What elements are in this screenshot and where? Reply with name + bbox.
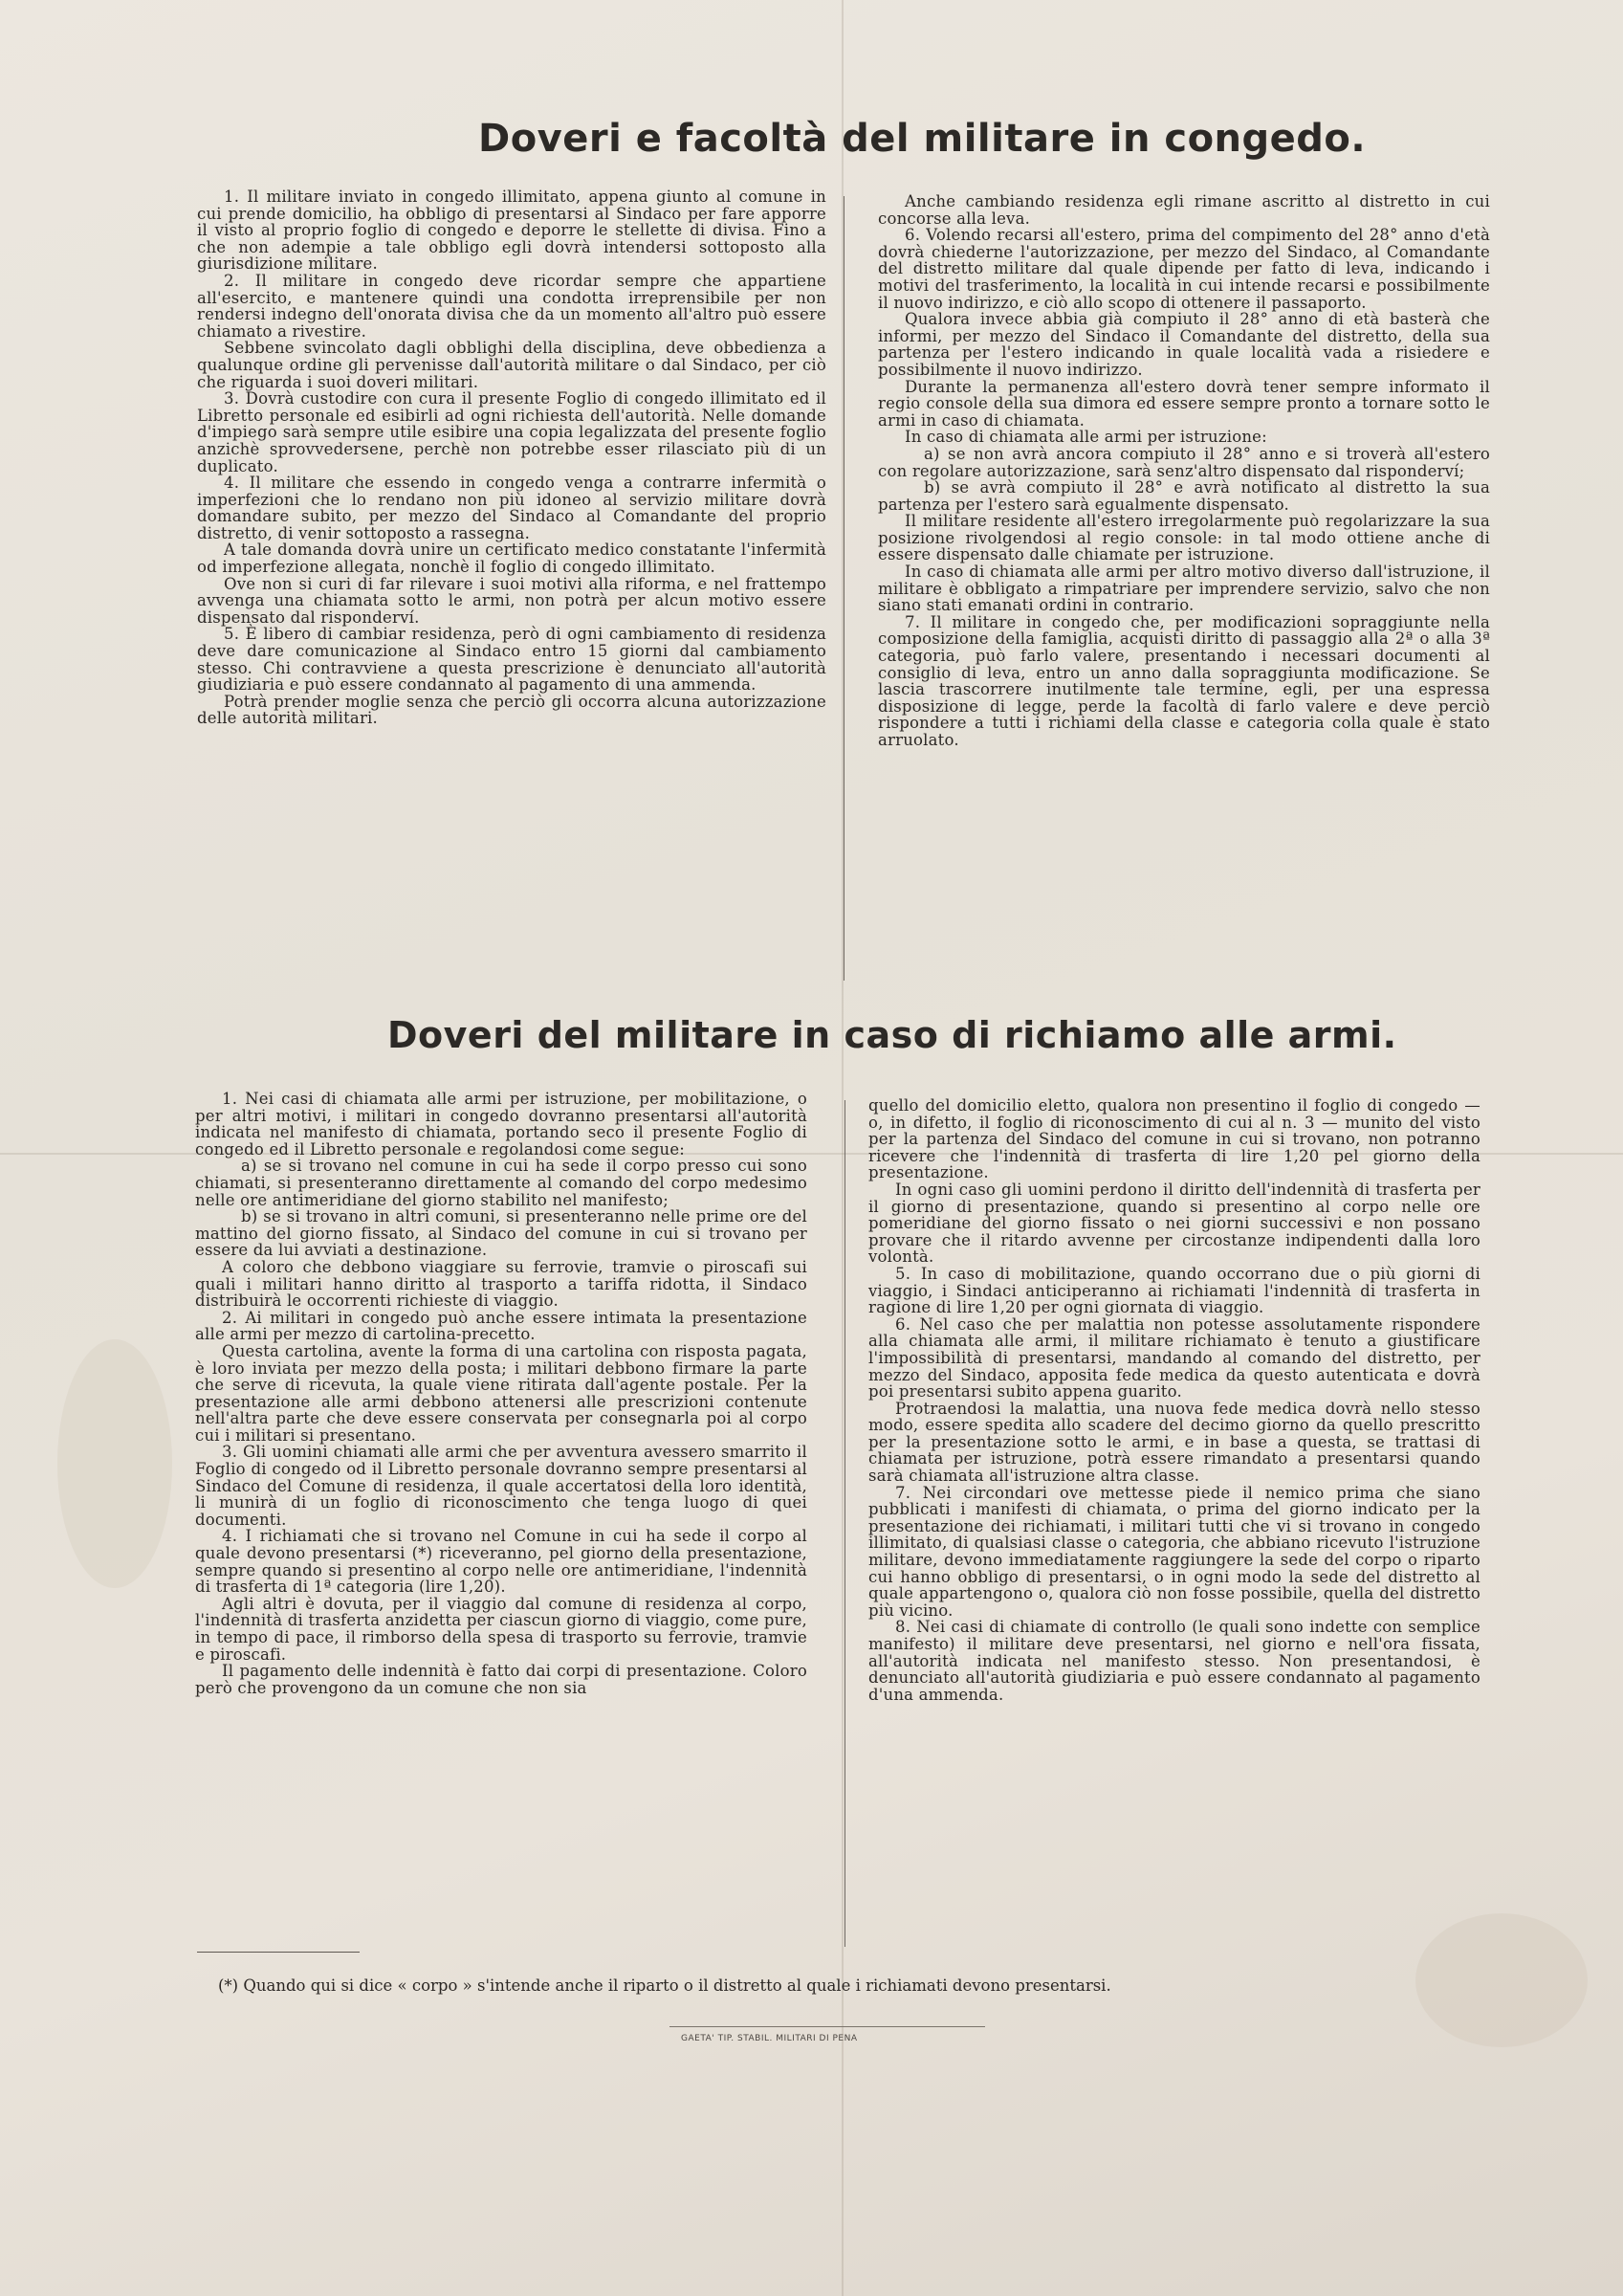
paragraph: 2. Il militare in congedo deve ricordar sempre che appartiene all'esercito, e mantenere quindi una condotta irreprensibile per non rendersi indegno dell'onorata divisa che da un momento all'altro può essere chiamato a rivestire.	[197, 271, 826, 341]
paragraph: 4. I richiamati che si trovano nel Comune in cui ha sede il corpo al quale devono presentarsi (*) riceveranno, pel giorno della presentazione, sempre quando si presentino al corpo nelle ore antimeridiane, l'indennità di trasferta di 1ª categoria (lire 1,20).	[195, 1527, 807, 1597]
paragraph: 5. In caso di mobilitazione, quando occorrano due o più giorni di viaggio, i Sindaci anticiperanno ai richiamati l'indennità di trasferta in ragione di lire 1,20 per ogni giornata di viaggio.	[868, 1264, 1480, 1317]
paragraph: 4. Il militare che essendo in congedo venga a contrarre infermità o imperfezioni che lo rendano non più idoneo al servizio militare dovrà domandare subito, per mezzo del Sindaco al Comandante del proprio distretto, di venir sottoposto a rassegna.	[197, 474, 826, 542]
paragraph: 3. Gli uomini chiamati alle armi che per avventura avessero smarrito il Foglio di congedo od il Libretto personale dovranno sempre presentarsi al Sindaco del Comune di residenza, il quale accertatosi della loro identità, li munirà di un foglio di riconoscimento che tenga luogo di quei documenti.	[195, 1443, 807, 1529]
paragraph: b) se si trovano in altri comuni, si presenteranno nelle prime ore del mattino del giorno fissato, al Sindaco del comune in cui si trovano per essere da lui avviati a destinazione.	[195, 1207, 807, 1260]
paragraph: 6. Volendo recarsi all'estero, prima del compimento del 28° anno d'età dovrà chiederne l'autorizzazione, per mezzo del Sindaco, al Comandante del distretto militare dal quale dipende per fatto di leva, indicando i motivi del trasferimento, la località in cui intende recarsi e possibilmente il nuovo indirizzo, e ciò allo scopo di ottenere il passaporto.	[878, 226, 1490, 312]
paragraph: Durante la permanenza all'estero dovrà tener sempre informato il regio console della sua dimora ed essere sempre pronto a tornare sotto le armi in caso di chiamata.	[878, 377, 1490, 430]
section1-title: Doveri e facoltà del militare in congedo.	[478, 117, 1367, 161]
footnote-rule	[197, 1952, 360, 1953]
section1-left-column	[197, 188, 826, 727]
paragraph: Sebbene svincolato dagli obblighi della disciplina, deve obbedienza a qualunque ordine gli pervenisse dall'autorità militare o dal Sindaco, per ciò che riguarda i suoi doveri militari.	[197, 339, 826, 391]
section2-right-column	[868, 1097, 1480, 1703]
paragraph: A coloro che debbono viaggiare su ferrovie, tramvie o piroscafi sui quali i militari hanno diritto al trasporto a tariffa ridotta, il Sindaco distribuirà le occorrenti richieste di viaggio.	[195, 1257, 807, 1311]
paragraph: a) se si trovano nel comune in cui ha sede il corpo presso cui sono chiamati, si presenteranno direttamente al comando del corpo medesimo nelle ore antimeridiane del giorno stabilito nel manifesto;	[195, 1157, 807, 1209]
paragraph: Qualora invece abbia già compiuto il 28° anno di età basterà che informi, per mezzo del Sindaco il Comandante del distretto, della sua partenza per l'estero indicando in quale località vada a risiedere e possibilmente il nuovo indirizzo.	[878, 310, 1490, 379]
paragraph: 3. Dovrà custodire con cura il presente Foglio di congedo illimitato ed il Libretto personale ed esibirli ad ogni richiesta dell'autorità. Nelle domande d'impiego sarà sempre utile esibire una copia legalizzata del presente foglio anzichè sprovvedersene, perchè non potrebbe esser rilasciato più di un duplicato.	[197, 389, 826, 475]
paragraph: Anche cambiando residenza egli rimane ascritto al distretto in cui concorse alla leva.	[878, 192, 1490, 228]
paper-stain	[57, 1339, 172, 1588]
paragraph: 1. Il militare inviato in congedo illimitato, appena giunto al comune in cui prende domicilio, ha obbligo di presentarsi al Sindaco per fare apporre il visto al proprio foglio di congedo e deporre le stellette di divisa. Fino a che non adempie a tale obbligo egli dovrà intendersi sottoposto alla giurisdizione militare.	[197, 188, 826, 274]
paragraph: A tale domanda dovrà unire un certificato medico constatante l'infermità od imperfezione allegata, nonchè il foglio di congedo illimitato.	[197, 541, 826, 577]
paragraph: 2. Ai militari in congedo può anche essere intimata la presentazione alle armi per mezzo di cartolina-precetto.	[195, 1308, 807, 1344]
paragraph: Ove non si curi di far rilevare i suoi motivi alla riforma, e nel frattempo avvenga una chiamata sotto le armi, non potrà per alcun motivo essere dispensato dal risponderví.	[197, 574, 826, 627]
paragraph: 1. Nei casi di chiamata alle armi per istruzione, per mobilitazione, o per altri motivi, i militari in congedo dovranno presentarsi all'autorità indicata nel manifesto di chiamata, portando seco il presente Foglio di congedo ed il Libretto personale e regolandosi come segue:	[195, 1090, 807, 1159]
paragraph: Potrà prender moglie senza che perciò gli occorra alcuna autorizzazione delle autorità militari.	[197, 692, 826, 728]
printer-imprint: GAETA' TIP. STABIL. MILITARI DI PENA	[681, 2034, 858, 2043]
printer-rule	[669, 2026, 985, 2027]
paragraph: Il pagamento delle indennità è fatto dai corpi di presentazione. Coloro però che provengono da un comune che non sia	[195, 1662, 807, 1697]
paragraph: 5. È libero di cambiar residenza, però di ogni cambiamento di residenza deve dare comunicazione al Sindaco entro 15 giorni dal cambiamento stesso. Chi contravviene a questa prescrizione è denunciato all'autorità giudiziaria e può essere condannato al pagamento di una ammenda.	[197, 625, 826, 695]
paragraph: 7. Nei circondari ove mettesse piede il nemico prima che siano pubblicati i manifesti di chiamata, o prima del giorno indicato per la presentazione dei richiamati, i militari tutti che vi si trovano in congedo illimitato, di qualsiasi classe o categoria, che abbiano ricevuto l'istruzione militare, devono immediatamente raggiungere la sede del corpo o riparto cui hanno obbligo di presentarsi, o in ogni modo la sede del distretto al quale appartengono o, qualora ciò non fosse possibile, quella del distretto più vicino.	[868, 1483, 1480, 1620]
paragraph: Questa cartolina, avente la forma di una cartolina con risposta pagata, è loro inviata per mezzo della posta; i militari debbono firmare la parte che serve di ricevuta, la quale viene ritirata dall'agente postale. Per la presentazione alle armi debbono attenersi alle prescrizioni contenute nell'altra parte che deve essere conservata per consegnarla poi al corpo cui i militari si presentano.	[195, 1341, 807, 1445]
paragraph: a) se non avrà ancora compiuto il 28° anno e si troverà all'estero con regolare autorizzazione, sarà senz'altro dispensato dal risponderví;	[878, 444, 1490, 480]
paragraph: Il militare residente all'estero irregolarmente può regolarizzare la sua posizione rivolgendosi al regio console: in tal modo ottiene anche di essere dispensato dalle chiamate per istruzione.	[878, 512, 1490, 564]
paragraph: Protraendosi la malattia, una nuova fede medica dovrà nello stesso modo, essere spedita allo scadere del decimo giorno da quello prescritto per la presentazione sotto le armi, e in base a questa, se trattasi di chiamata per istruzione, potrà essere rimandato a presentarsi quando sarà chiamata all'istruzione altra classe.	[868, 1399, 1480, 1486]
paragraph: Agli altri è dovuta, per il viaggio dal comune di residenza al corpo, l'indennità di trasferta anzidetta per ciascun giorno di viaggio, come pure, in tempo di pace, il rimborso della spesa di trasporto su ferrovie, tramvie e piroscafi.	[195, 1594, 807, 1664]
paragraph: b) se avrà compiuto il 28° e avrà notificato al distretto la sua partenza per l'estero sarà egualmente dispensato.	[878, 478, 1490, 514]
section1-right-column	[878, 193, 1490, 749]
paragraph: 8. Nei casi di chiamate di controllo (le quali sono indette con semplice manifesto) il militare deve presentarsi, nel giorno e nell'ora fissata, all'autorità indicata nel manifesto stesso. Non presentandosi, è denunciato all'autorità giudiziaria e può essere condannato al pagamento d'una ammenda.	[868, 1618, 1480, 1704]
paragraph: In caso di chiamata alle armi per altro motivo diverso dall'istruzione, il militare è obbligato a rimpatriare per imprendere servizio, salvo che non siano stati emanati ordini in contrario.	[878, 563, 1490, 615]
paragraph: 7. Il militare in congedo che, per modificazioni sopraggiunte nella composizione della famiglia, acquisti diritto di passaggio alla 2ª o alla 3ª categoria, può farlo valere, presentando i necessari documenti al consiglio di leva, entro un anno dalla sopraggiunta modificazione. Se lascia trascorrere inutilmente tale termine, egli, per una espressa disposizione di legge, perde la facoltà di farlo valere e deve perciò rispondere a tutti i richiami della classe e categoria colla quale è stato arruolato.	[878, 612, 1490, 749]
paragraph: quello del domicilio eletto, qualora non presentino il foglio di congedo — o, in difetto, il foglio di riconoscimento di cui al n. 3 — munito del visto per la partenza del Sindaco del comune in cui si trovano, non potranno ricevere che l'indennità di trasferta di lire 1,20 pel giorno della presentazione.	[868, 1096, 1480, 1182]
paragraph: In ogni caso gli uomini perdono il diritto dell'indennità di trasferta per il giorno di presentazione, quando si presentino al corpo nelle ore pomeridiane del giorno fissato o nei giorni successivi e non possano provare che il ritardo avvenne per circostanze indipendenti dalla loro volontà.	[868, 1180, 1480, 1267]
section2-title: Doveri del militare in caso di richiamo alle armi.	[387, 1014, 1397, 1056]
paper-stain	[1415, 1913, 1588, 2047]
section2-left-column	[195, 1091, 807, 1696]
paragraph: 6. Nel caso che per malattia non potesse assolutamente rispondere alla chiamata alle armi, il militare richiamato è tenuto a giustificare l'impossibilità di presentarsi, mandando al comando del distretto, per mezzo del Sindaco, apposita fede medica da questo autenticata e dovrà poi presentarsi subito appena guarito.	[868, 1314, 1480, 1402]
footnote: (*) Quando qui si dice « corpo » s'intende anche il riparto o il distretto al quale i richiamati devono presentarsi.	[218, 1976, 1111, 1995]
column-divider	[844, 1100, 845, 1947]
paragraph: In caso di chiamata alle armi per istruzione:	[905, 428, 1267, 447]
